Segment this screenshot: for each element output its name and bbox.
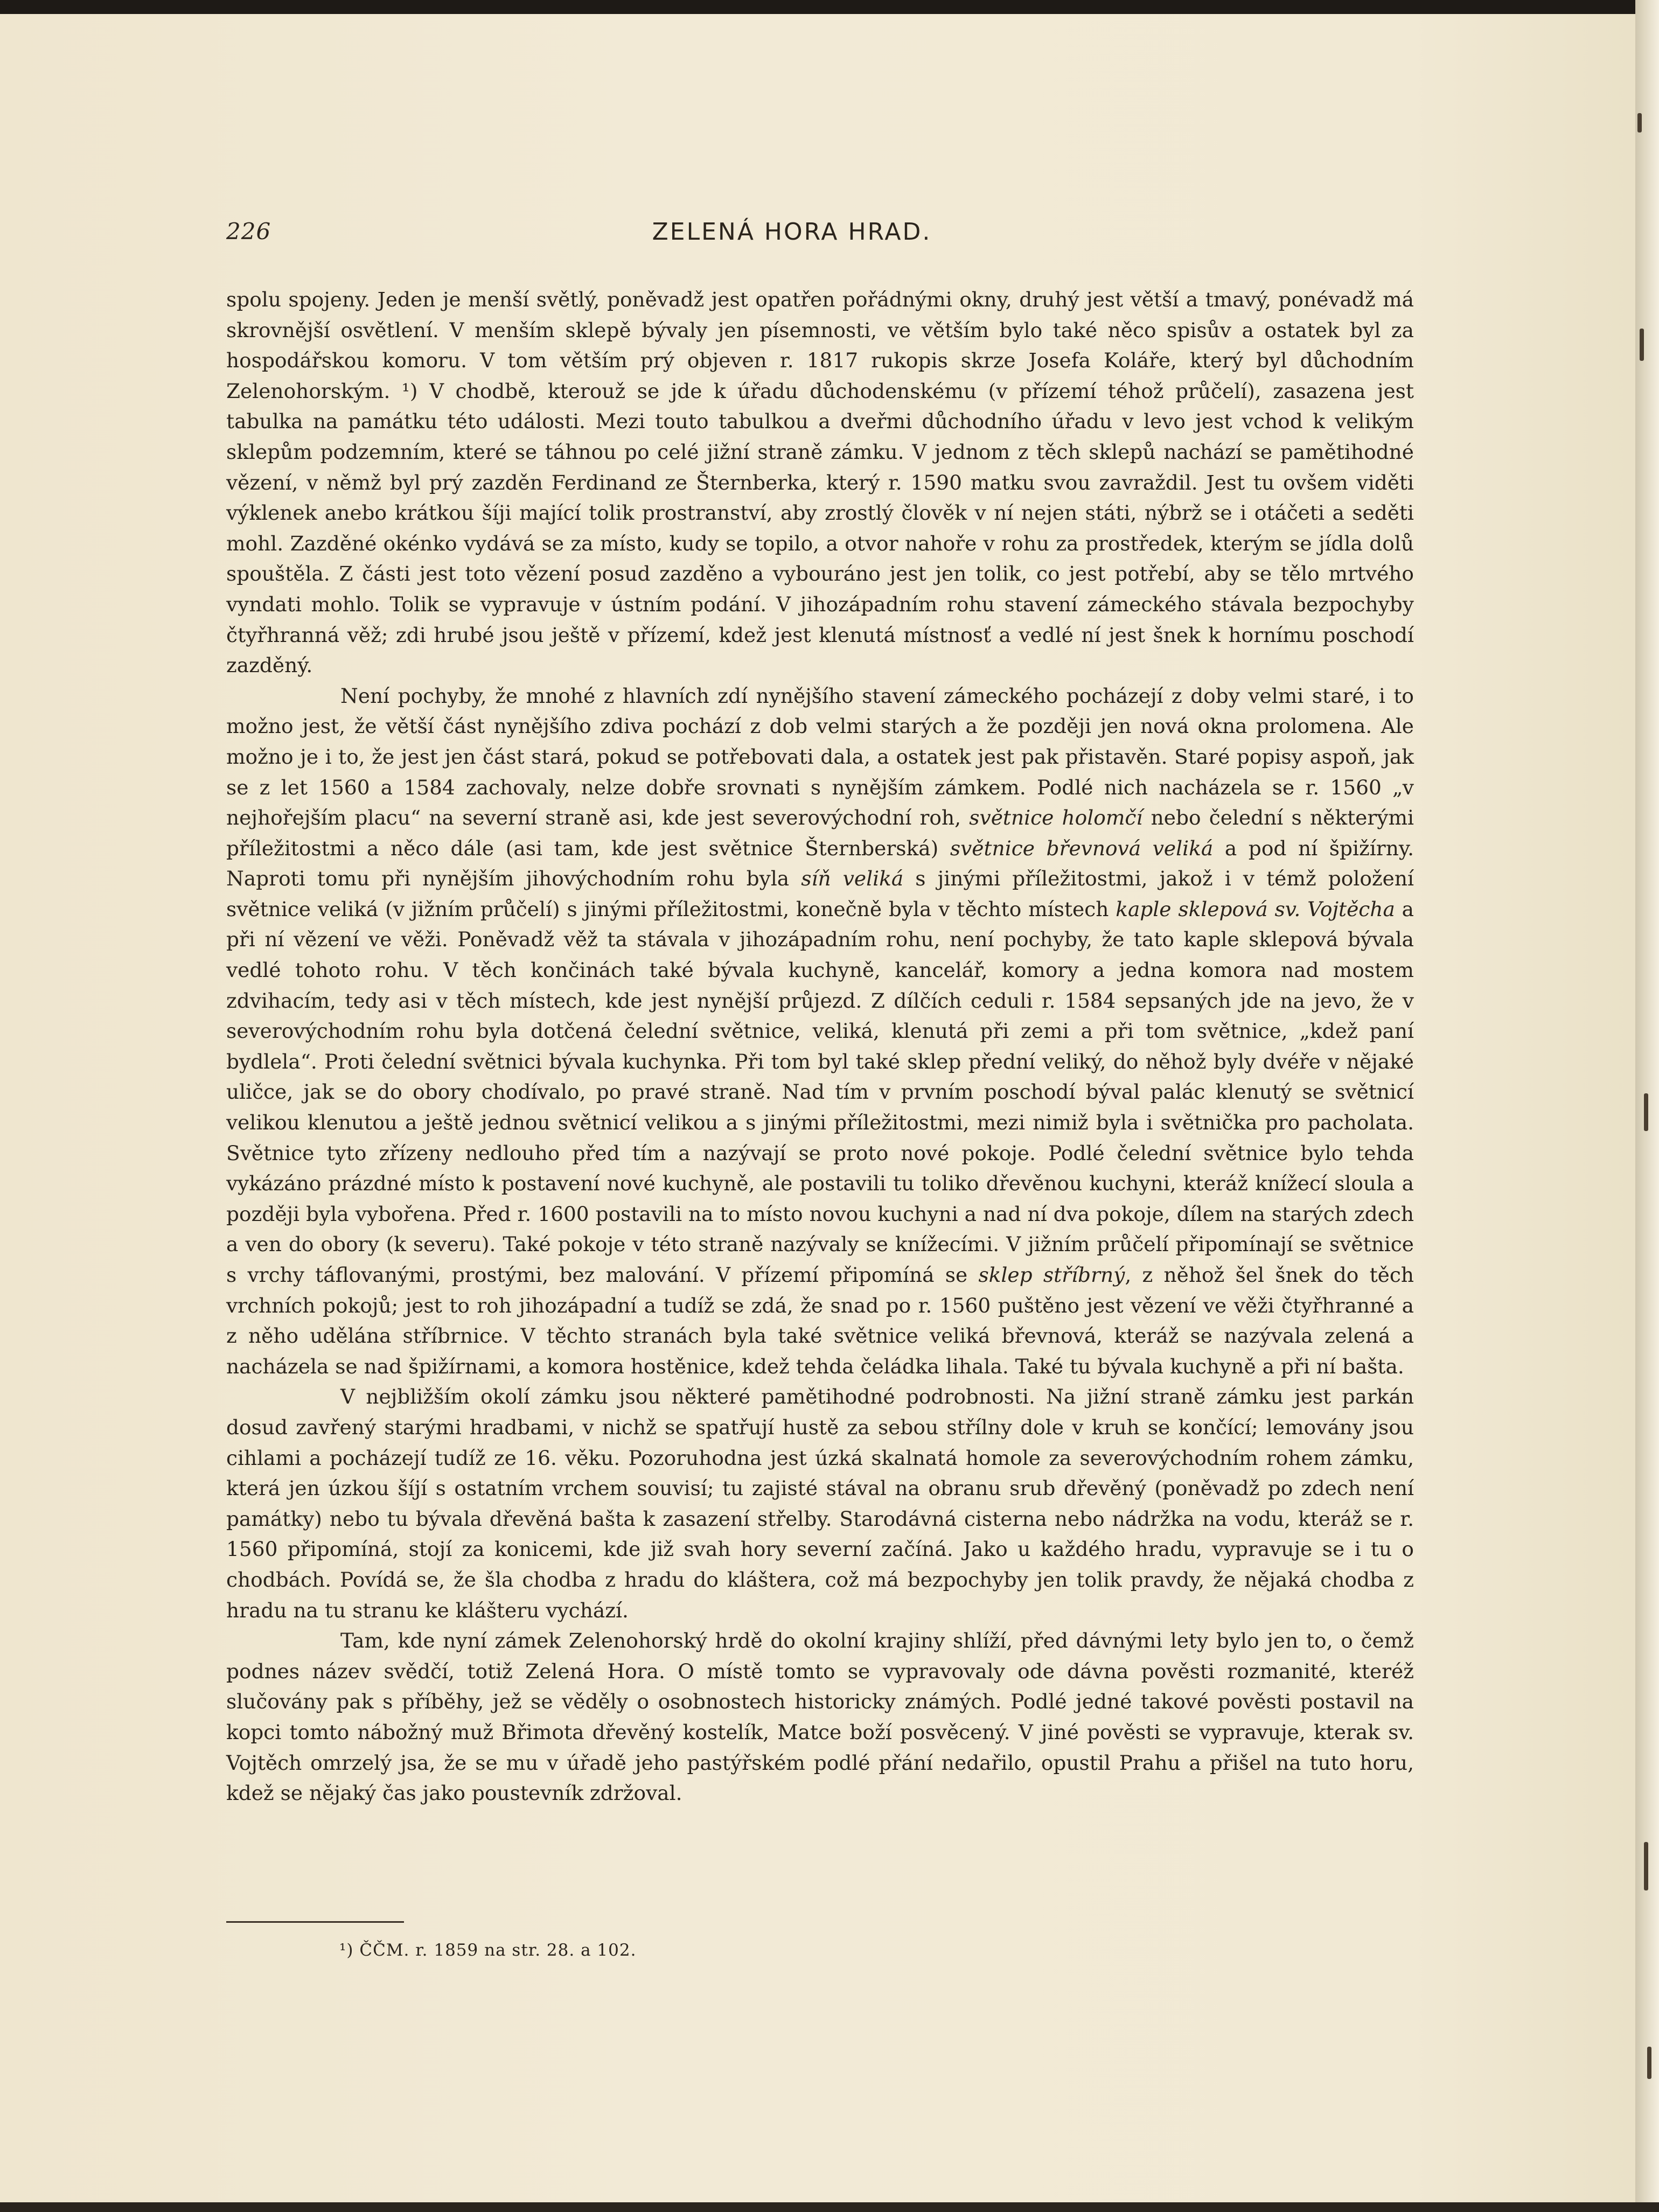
text-run: nebo čelední s některými příležitostmi a něco dále (asi tam, kde jest světnice Šternberská) <box>226 806 1414 860</box>
binding-mark <box>1637 113 1642 132</box>
italic-term: světnice břevnová veliká <box>950 836 1214 860</box>
paragraph-1 <box>226 284 1414 681</box>
binding-mark <box>1644 1093 1648 1131</box>
text-run: Tam, kde nyní zámek Zelenohorský hrdě do okolní krajiny shlíží, před dávnými lety bylo jen to, o čemž podnes název svědčí, totiž Zelená Hora. O místě tomto se vypravovaly ode dávna pověsti rozmanité, kteréž slučovány pak s příběhy, jež se věděly o osobnostech historicky známých. Podlé jedné takové pověsti postavil na kopci tomto nábožný muž Břimota dřevěný kostelík, Matce boží posvěcený. V jiné pověsti se vypravuje, kterak sv. Vojtěch omrzelý jsa, že se mu v úřadě jeho pastýřském podlé přání nedařilo, opustil Prahu a přišel na tuto horu, kdež se nějaký čas jako poustevník zdržoval. <box>226 1629 1414 1805</box>
page-header <box>226 218 1357 256</box>
binding-mark <box>1644 1842 1648 1890</box>
running-head: ZELENÁ HORA HRAD. <box>652 218 932 246</box>
binding-mark <box>1647 2047 1651 2079</box>
italic-term: síň veliká <box>801 867 904 891</box>
footnote-rule <box>226 1921 404 1923</box>
paragraph-4 <box>226 1625 1414 1809</box>
text-run: V nejbližším okolí zámku jsou některé pamětihodné podrobnosti. Na jižní straně zámku jest parkán dosud zavřený starými hradbami, v nichž se spatřují hustě za sebou střílny dole v kruh se končící; lemovány jsou cihlami a pocházejí tudíž ze 16. věku. Pozoruhodna jest úzká skalnatá homole za severovýchodním rohem zámku, která jen úzkou šíjí s ostatním vrchem souvisí; tu zajisté stával na obranu srub dřevěný (poněvadž po zdech není památky) nebo tu bývala dřevěná bašta k zasazení střelby. Starodávná cisterna nebo nádržka na vodu, kteráž se r. 1560 připomíná, stojí za konicemi, kde již svah hory severní začíná. Jako u každého hradu, vypravuje se i tu o chodbách. Povídá se, že šla chodba z hradu do kláštera, což má bezpochyby jen tolik pravdy, že nějaká chodba z hradu na tu stranu ke klášteru vychází. <box>226 1385 1414 1622</box>
text-run: Není pochyby, že mnohé z hlavních zdí nynějšího stavení zámeckého pocházejí z doby velmi staré, i to možno jest, že větší část nynějšího zdiva pochází z dob velmi starých a že později jen nová okna prolomena. Ale možno je i to, že jest jen část stará, pokud se potřebovati dala, a ostatek jest pak přistavěn. Staré popisy aspoň, jak se z let 1560 a 1584 zachovaly, nelze dobře srovnati s nynějším zámkem. Podlé nich nacházela se r. 1560 „v nejhořejším placu“ na severní straně asi, kde jest severovýchodní roh, <box>226 683 1414 830</box>
text-run: a pod ní špižírny. Naproti tomu při nynějším jihovýchodním rohu byla <box>226 836 1414 891</box>
italic-term: kaple sklepová sv. Vojtěcha <box>1116 897 1395 921</box>
body-text <box>226 284 1414 1809</box>
binding-mark <box>1640 329 1644 361</box>
text-run: spolu spojeny. Jeden je menší světlý, poněvadž jest opatřen pořádnými okny, druhý jest větší a tmavý, ponévadž má skrovnější osvětlení. V menším sklepě bývaly jen písemnosti, ve větším bylo také něco spisův a ostatek byl za hospodářskou komoru. V tom větším prý objeven r. 1817 rukopis skrze Josefa Koláře, který byl důchodním Zelenohorským. ¹) V chodbě, kterouž se jde k úřadu důchodenskému (v přízemí téhož průčelí), zasazena jest tabulka na památku této události. Mezi touto tabulkou a dveřmi důchodního úřadu v levo jest vchod k velikým sklepům podzemním, které se táhnou po celé jižní straně zámku. V jednom z těch sklepů nachází se pamětihodné vězení, v němž byl prý zazděn Ferdinand ze Šternberka, který r. 1590 matku svou zavraždil. Jest tu ovšem viděti výklenek anebo krátkou šíji mající tolik prostranství, aby zrostlý člověk v ní nejen státi, nýbrž se i otáčeti a seděti mohl. Zazděné okénko vydává se za místo, kudy se topilo, a otvor nahoře v rohu za prostředek, kterým se jídla dolů spouštěla. Z části jest toto vězení posud zazděno a vybouráno jest jen tolik, co jest potřebí, aby se tělo mrtvého vyndati mohlo. Tolik se vypravuje v ústním podání. V jihozápadním rohu stavení zámeckého stávala bezpochyby čtyřhranná věž; zdi hrubé jsou ještě v přízemí, kdež jest klenutá místnosť a vedlé ní jest šnek k hornímu poschodí zazděný. <box>226 288 1414 678</box>
paragraph-2 <box>226 681 1414 1382</box>
top-scan-shadow <box>0 0 1659 14</box>
text-run: , z něhož šel šnek do těch vrchních pokojů; jest to roh jihozápadní a tudíž se zdá, že snad po r. 1560 puštěno jest vězení ve věži čtyřhranné a z něho udělána stříbrnice. V těchto stranách byla také světnice veliká břevnová, kteráž se nazývala zelená a nacházela se nad špižírnami, a komora hostěnice, kdež tehda čeládka lihala. Také tu bývala kuchyně a při ní bašta. <box>226 1263 1414 1378</box>
page-number: 226 <box>226 218 271 245</box>
text-run: s jinými příležitostmi, jakož i v témž položení světnice veliká (v jižním průčelí) s jinými příležitostmi, konečně byla v těchto místech <box>226 867 1414 921</box>
footnote: ¹) ČČM. r. 1859 na str. 28. a 102. <box>339 1941 637 1960</box>
text-run: a při ní vězení ve věži. Poněvadž věž ta stávala v jihozápadním rohu, není pochyby, že tato kaple sklepová bývala vedlé tohoto rohu. V těch končinách také bývala kuchyně, kancelář, komory a jedna komora nad mostem zdvihacím, tedy asi v těch místech, kde jest nynější průjezd. Z dílčích ceduli r. 1584 sepsaných jde na jevo, že v severovýchodním rohu byla dotčená čelední světnice, veliká, klenutá při zemi a při tom světnice, „kdež paní bydlela“. Proti čelední světnici bývala kuchynka. Při tom byl také sklep přední veliký, do něhož byly dvéře v nějaké uličce, jak se do obory chodívalo, po pravé straně. Nad tím v prvním poschodí býval palác klenutý se světnicí velikou klenutou a ještě jednou světnicí velikou a s jinými příležitostmi, mezi nimiž byla i světnička pro pacholata. Světnice tyto zřízeny nedlouho před tím a nazývají se proto nové pokoje. Podlé čelední světnice bylo tehda vykázáno prázdné místo k postavení nové kuchyně, ale postavili tu toliko dřevěnou kuchyni, kteráž knížecí sloula a později byla vybořena. Před r. 1600 postavili na to místo novou kuchyni a nad ní dva pokoje, dílem na starých zdech a ven do obory (k severu). Také pokoje v této straně nazývaly se knížecími. V jižním průčelí připomínají se světnice s vrchy táflovanými, prostými, bez malování. V přízemí připomíná se <box>226 897 1414 1287</box>
italic-term: sklep stříbrný <box>978 1263 1125 1287</box>
paragraph-3 <box>226 1381 1414 1625</box>
bottom-scan-edge <box>0 2202 1659 2212</box>
italic-term: světnice holomčí <box>969 806 1143 830</box>
